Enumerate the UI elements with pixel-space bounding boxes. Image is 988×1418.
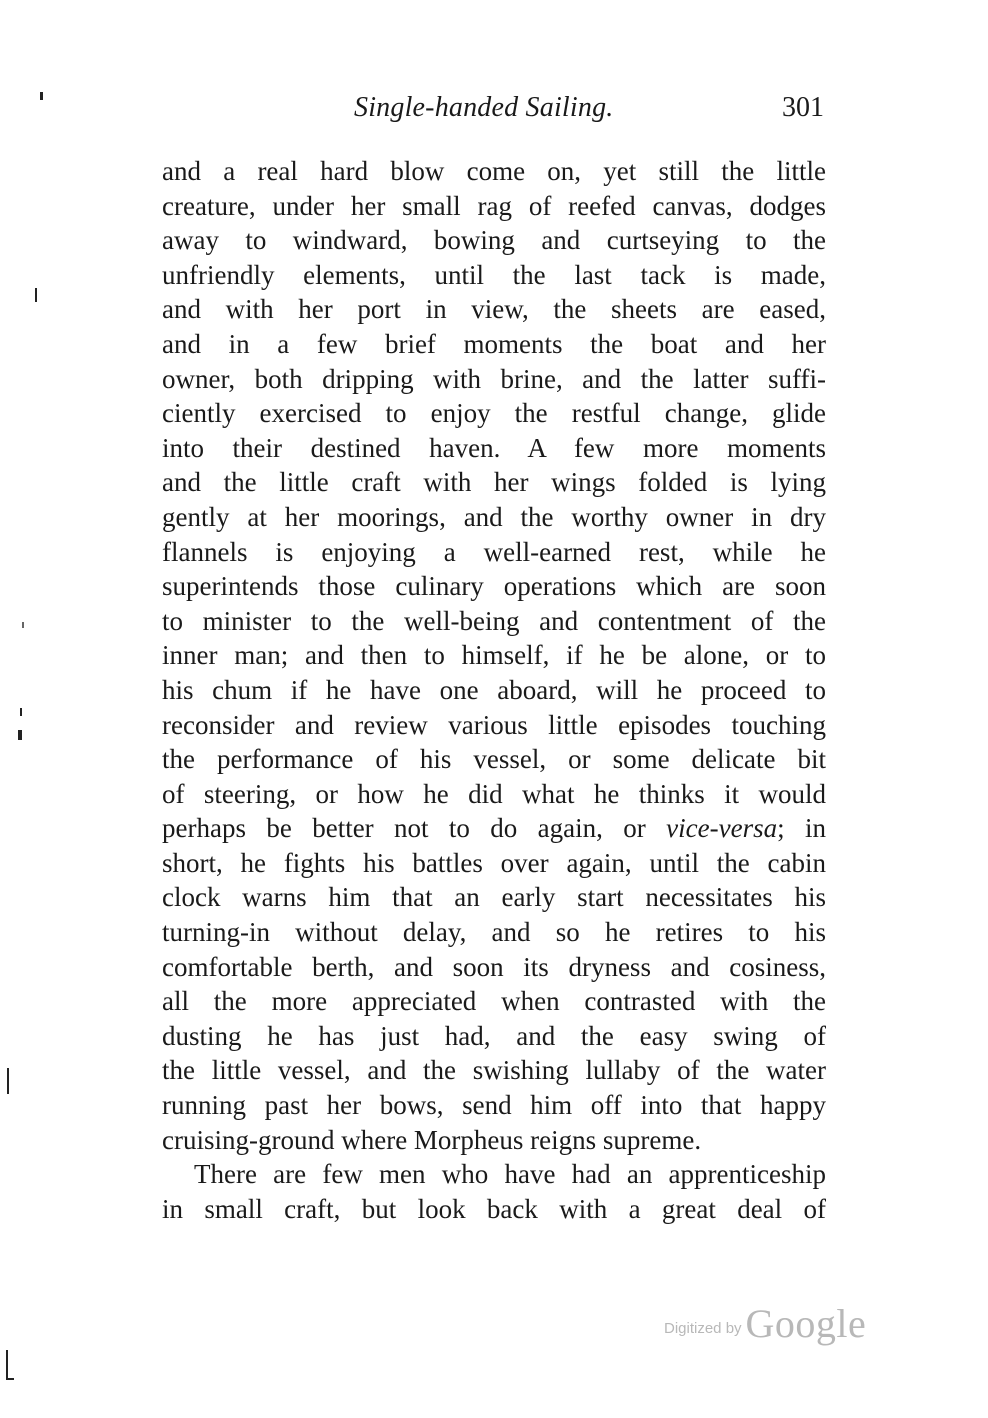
text-line: flannels is enjoying a well-earned rest, while he <box>162 536 826 567</box>
watermark-prefix: Digitized by <box>664 1320 742 1337</box>
body-text <box>162 154 826 1226</box>
paragraph-1 <box>162 154 826 1157</box>
text-run: ; in <box>777 813 826 844</box>
text-line: and with her port in view, the sheets are eased, <box>162 294 826 325</box>
text-line: turning-in without delay, and so he retires to his <box>162 917 826 948</box>
page-number: 301 <box>782 92 824 123</box>
italic-term: vice-versa <box>666 813 778 844</box>
text-line: into their destined haven. A few more moments <box>162 432 826 463</box>
text-line: the little vessel, and the swishing lullaby of the water <box>162 1055 826 1086</box>
scan-margin-marks <box>0 0 60 1413</box>
text-line: and a real hard blow come on, yet still the little <box>162 156 826 186</box>
text-line: in small craft, but look back with a great deal of <box>162 1193 826 1224</box>
text-line: away to windward, bowing and curtseying to the <box>162 225 826 256</box>
text-line: reconsider and review various little episodes touching <box>162 709 826 740</box>
text-run: perhaps be better not to do again, or <box>162 813 667 844</box>
text-line: running past her bows, send him off into that happy <box>162 1090 826 1121</box>
running-head <box>162 92 826 132</box>
paragraph-2 <box>162 1157 826 1226</box>
digitization-watermark <box>664 1300 874 1350</box>
text-line: all the more appreciated when contrasted with the <box>162 986 826 1017</box>
text-line: comfortable berth, and soon its dryness and cosiness, <box>162 951 826 982</box>
text-line: dusting he has just had, and the easy swing of <box>162 1020 826 1051</box>
running-title: Single-handed Sailing. <box>354 92 614 123</box>
text-line: and in a few brief moments the boat and her <box>162 328 826 359</box>
text-line: unfriendly elements, until the last tack is made, <box>162 259 826 290</box>
text-line: owner, both dripping with brine, and the latter suffi- <box>162 363 826 394</box>
text-line: and the little craft with her wings folded is lying <box>162 467 826 498</box>
text-line: his chum if he have one aboard, will he proceed to <box>162 674 826 705</box>
text-line: ciently exercised to enjoy the restful change, glide <box>162 398 826 429</box>
text-line-with-italic <box>162 811 826 846</box>
text-line: gently at her moorings, and the worthy owner in dry <box>162 501 826 532</box>
scan-specks-graphic <box>0 0 60 1413</box>
text-line: inner man; and then to himself, if he be alone, or to <box>162 640 826 671</box>
text-line: creature, under her small rag of reefed canvas, dodges <box>162 190 826 221</box>
text-line: of steering, or how he did what he thinks it would <box>162 778 826 809</box>
text-line: clock warns him that an early start necessitates his <box>162 882 826 913</box>
watermark-brand: Google <box>745 1301 867 1346</box>
text-line: short, he fights his battles over again, until the cabin <box>162 847 826 878</box>
text-line: the performance of his vessel, or some delicate bit <box>162 744 826 775</box>
text-line: There are few men who have had an apprenticeship <box>194 1159 826 1190</box>
text-line: cruising-ground where Morpheus reigns supreme. <box>162 1124 702 1155</box>
text-line: superintends those culinary operations which are soon <box>162 571 826 602</box>
text-line: to minister to the well-being and contentment of the <box>162 605 826 636</box>
